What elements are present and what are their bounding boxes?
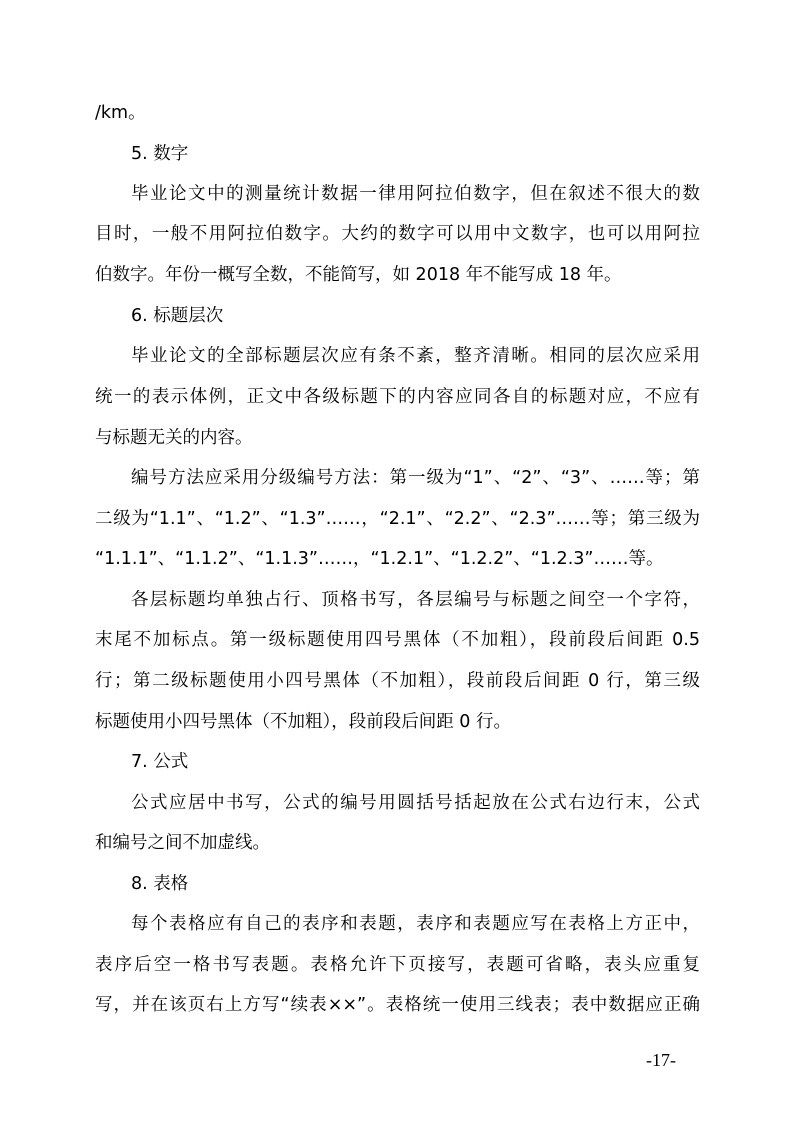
text-line: 表序后空一格书写表题。表格允许下页接写，表题可省略，表头应重复: [95, 955, 700, 975]
text-line: 写，并在该页右上方写“续表××”。表格统一使用三线表；表中数据应正确: [95, 995, 700, 1015]
text-line: 各层标题均单独占行、顶格书写，各层编号与标题之间空一个字符，: [131, 590, 700, 610]
text-line: 标题使用小四号黑体（不加粗），段前段后间距 0 行。: [95, 712, 512, 732]
text-line: 二级为“1.1”、“1.2”、“1.3”……，“2.1”、“2.2”、“2.3”……等；第三级为: [95, 509, 700, 529]
text-line: /km。: [95, 103, 146, 123]
text-line: 公式应居中书写，公式的编号用圆括号括起放在公式右边行末，公式: [131, 793, 700, 813]
text-line: 和编号之间不加虚线。: [95, 833, 270, 853]
text-line: 统一的表示体例，正文中各级标题下的内容应同各自的标题对应，不应有: [95, 387, 700, 407]
section-heading: 7. 公式: [131, 752, 189, 772]
text-line: 目时，一般不用阿拉伯数字。大约的数字可以用中文数字，也可以用阿拉: [95, 224, 700, 244]
text-line: 与标题无关的内容。: [95, 428, 253, 448]
text-line: 编号方法应采用分级编号方法：第一级为“1”、“2”、“3”、……等；第: [131, 468, 700, 488]
page-number: -17-: [646, 1050, 676, 1070]
text-line: 毕业论文的全部标题层次应有条不紊，整齐清晰。相同的层次应采用: [131, 346, 700, 366]
text-line: “1.1.1”、“1.1.2”、“1.1.3”……，“1.2.1”、“1.2.2”、“1.2.3”……等。: [95, 549, 664, 569]
text-line: 末尾不加标点。第一级标题使用四号黑体（不加粗），段前段后间距 0.5: [95, 630, 700, 650]
section-heading: 5. 数字: [131, 144, 189, 164]
text-line: 毕业论文中的测量统计数据一律用阿拉伯数字，但在叙述不很大的数: [131, 184, 700, 204]
section-heading: 8. 表格: [131, 874, 189, 894]
text-line: 行；第二级标题使用小四号黑体（不加粗），段前段后间距 0 行，第三级: [95, 671, 700, 691]
text-line: 伯数字。年份一概写全数，不能简写，如 2018 年不能写成 18 年。: [95, 265, 622, 285]
section-heading: 6. 标题层次: [131, 306, 224, 326]
text-line: 每个表格应有自己的表序和表题，表序和表题应写在表格上方正中，: [131, 914, 700, 934]
